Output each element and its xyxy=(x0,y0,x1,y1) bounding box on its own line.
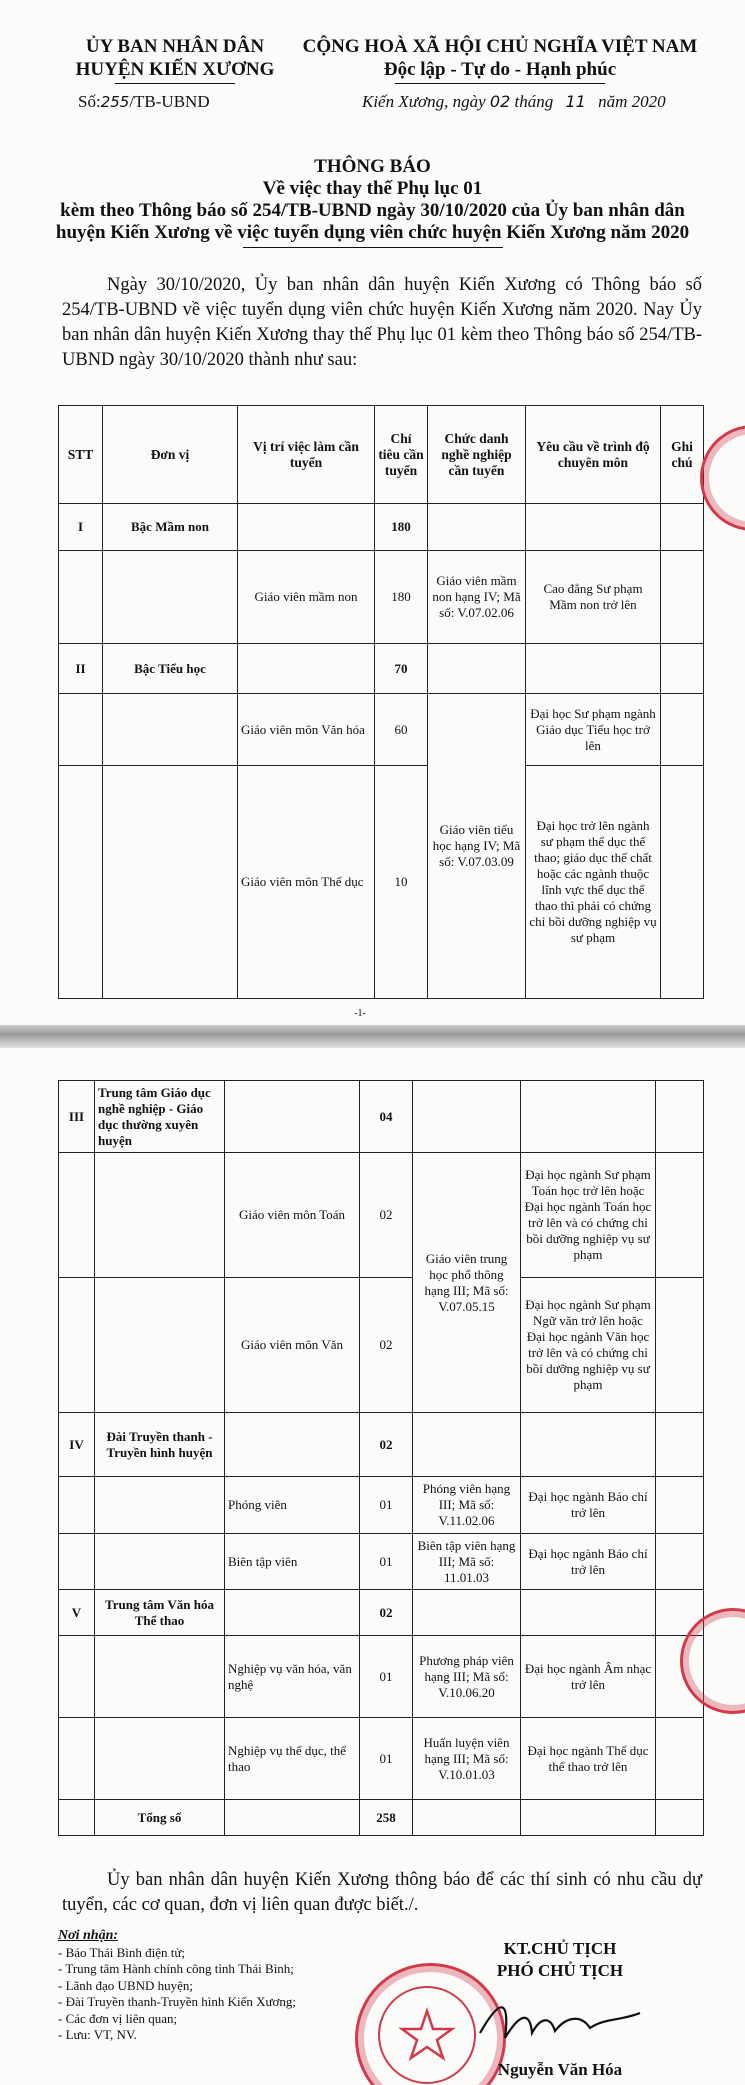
list-item: - Các đơn vị liên quan; xyxy=(58,2010,178,2026)
recruitment-table-part1 xyxy=(58,405,704,999)
signer-name: Nguyễn Văn Hóa xyxy=(497,2060,623,2079)
table-row: Phóng viên 01 Phóng viên hạng III; Mã số: V.11.02.06 Đại học ngành Báo chí trở lên xyxy=(59,1477,704,1534)
table-row: Nghiệp vụ thể dục, thể thao 01 Huấn luyện viên hạng III; Mã số: V.10.01.03 Đại học ngành Thể dục thể thao trở lên xyxy=(59,1718,704,1800)
page-number: -1- xyxy=(354,1008,366,1019)
list-item: - Lưu: VT, NV. xyxy=(58,2027,137,2042)
table-row: Giáo viên mầm non 180 Giáo viên mầm non hạng IV; Mã số: V.07.02.06 Cao đẳng Sư phạm Mầm non trở lên xyxy=(59,551,704,644)
document-page-1 xyxy=(0,0,745,1025)
table-row: Giáo viên môn Toán 02 Giáo viên trung học phổ thông hạng III; Mã số: V.07.05.15 Đại học ngành Sư phạm Toán học trở lên hoặc Đại học ngành Toán học trở lên và có chứng chỉ bồi dưỡng nghiệp vụ sư phạm xyxy=(59,1153,704,1278)
intro-paragraph: Ngày 30/10/2020, Ủy ban nhân dân huyện Kiến Xương có Thông báo số 254/TB-UBND về việc tuyển dụng viên chức huyện Kiến Xương năm 2020. Nay Ủy ban nhân dân huyện Kiến Xương thay thế Phụ lục 01 kèm theo Thông báo số 254/TB-UBND ngày 30/10/2020 thành như sau: xyxy=(62,275,702,370)
document-page-2 xyxy=(0,1048,745,2085)
notice-title: THÔNG BÁO Về việc thay thế Phụ lục 01 kèm theo Thông báo số 254/TB-UBND ngày 30/10/2020 của Ủy ban nhân dân huyện Kiến Xương về việc tuyển dụng viên chức huyện Kiến Xương năm 2020 xyxy=(40,156,705,248)
list-item: - Trung tâm Hành chính công tỉnh Thái Bình; xyxy=(58,1961,294,1976)
table-row: Biên tập viên 01 Biên tập viên hạng III; Mã số: 11.01.03 Đại học ngành Báo chí trở lên xyxy=(59,1534,704,1590)
header-unit: Đơn vị xyxy=(103,406,238,504)
closing-paragraph: Ủy ban nhân dân huyện Kiến Xương thông báo để các thí sinh có nhu cầu dự tuyển, các cơ quan, đơn vị liên quan được biết./. xyxy=(62,1870,702,1915)
table-row: V Trung tâm Văn hóa Thể thao 02 xyxy=(59,1590,704,1636)
header-quota: Chỉ tiêu cần tuyển xyxy=(375,406,428,504)
list-item: - Lãnh đạo UBND huyện; xyxy=(58,1977,194,1993)
table-header-row xyxy=(59,406,704,504)
list-item: - Đài Truyền thanh-Truyền hình Kiến Xương; xyxy=(58,1994,297,2009)
official-seal-edge xyxy=(700,425,745,531)
issuing-agency: ỦY BAN NHÂN DÂN HUYỆN KIẾN XƯƠNG xyxy=(60,35,290,84)
header-requirement: Yêu cầu về trình độ chuyên môn xyxy=(526,406,661,504)
table-row: Giáo viên môn Thể dục 10 Đại học trở lên ngành sư phạm thể dục thể thao; giáo dục thể chất hoặc các ngành thuộc lĩnh vực thể dục thể thao thì phải có chứng chỉ bồi dưỡng nghiệp vụ sư phạm xyxy=(59,766,704,999)
table-row: Giáo viên môn Văn 02 Đại học ngành Sư phạm Ngữ văn trở lên hoặc Đại học ngành Văn học trở lên và có chứng chỉ bồi dưỡng nghiệp vụ sư phạm xyxy=(59,1278,704,1413)
page-separator xyxy=(0,1025,745,1048)
header-note: Ghi chú xyxy=(661,406,704,504)
issue-date: Kiến Xương, ngày 02 tháng 11 năm 2020 xyxy=(362,92,666,111)
recruitment-table-part2 xyxy=(58,1080,704,1836)
table-row: I Bậc Mầm non 180 xyxy=(59,504,704,551)
table-row: IV Đài Truyền thanh - Truyền hình huyện 02 xyxy=(59,1413,704,1477)
table-row: Giáo viên môn Văn hóa 60 Giáo viên tiểu học hạng IV; Mã số: V.07.03.09 Đại học Sư phạm ngành Giáo dục Tiểu học trở lên xyxy=(59,694,704,766)
handwritten-signature-icon xyxy=(470,1993,650,2053)
signature-title: KT.CHỦ TỊCH PHÓ CHỦ TỊCH xyxy=(496,1939,624,1980)
table-row: II Bậc Tiểu học 70 xyxy=(59,644,704,694)
list-item: - Báo Thái Bình điện tử; xyxy=(58,1944,186,1960)
table-total-row: Tổng số 258 xyxy=(59,1800,704,1836)
header-position: Vị trí việc làm cần tuyển xyxy=(238,406,375,504)
table-row: Nghiệp vụ văn hóa, văn nghệ 01 Phương pháp viên hạng III; Mã số: V.10.06.20 Đại học ngành Âm nhạc trở lên xyxy=(59,1636,704,1718)
document-number: Số:255/TB-UBND xyxy=(78,92,210,111)
recipients-title: Nơi nhận: xyxy=(58,1928,119,1943)
national-motto: CỘNG HOÀ XÃ HỘI CHỦ NGHĨA VIỆT NAM Độc lập - Tự do - Hạnh phúc xyxy=(290,35,710,84)
header-stt: STT xyxy=(59,406,103,504)
recipients-block xyxy=(58,1928,398,2044)
header-title: Chức danh nghề nghiệp cần tuyển xyxy=(428,406,526,504)
table-row: III Trung tâm Giáo dục nghề nghiệp - Giáo dục thường xuyên huyện 04 xyxy=(59,1081,704,1153)
